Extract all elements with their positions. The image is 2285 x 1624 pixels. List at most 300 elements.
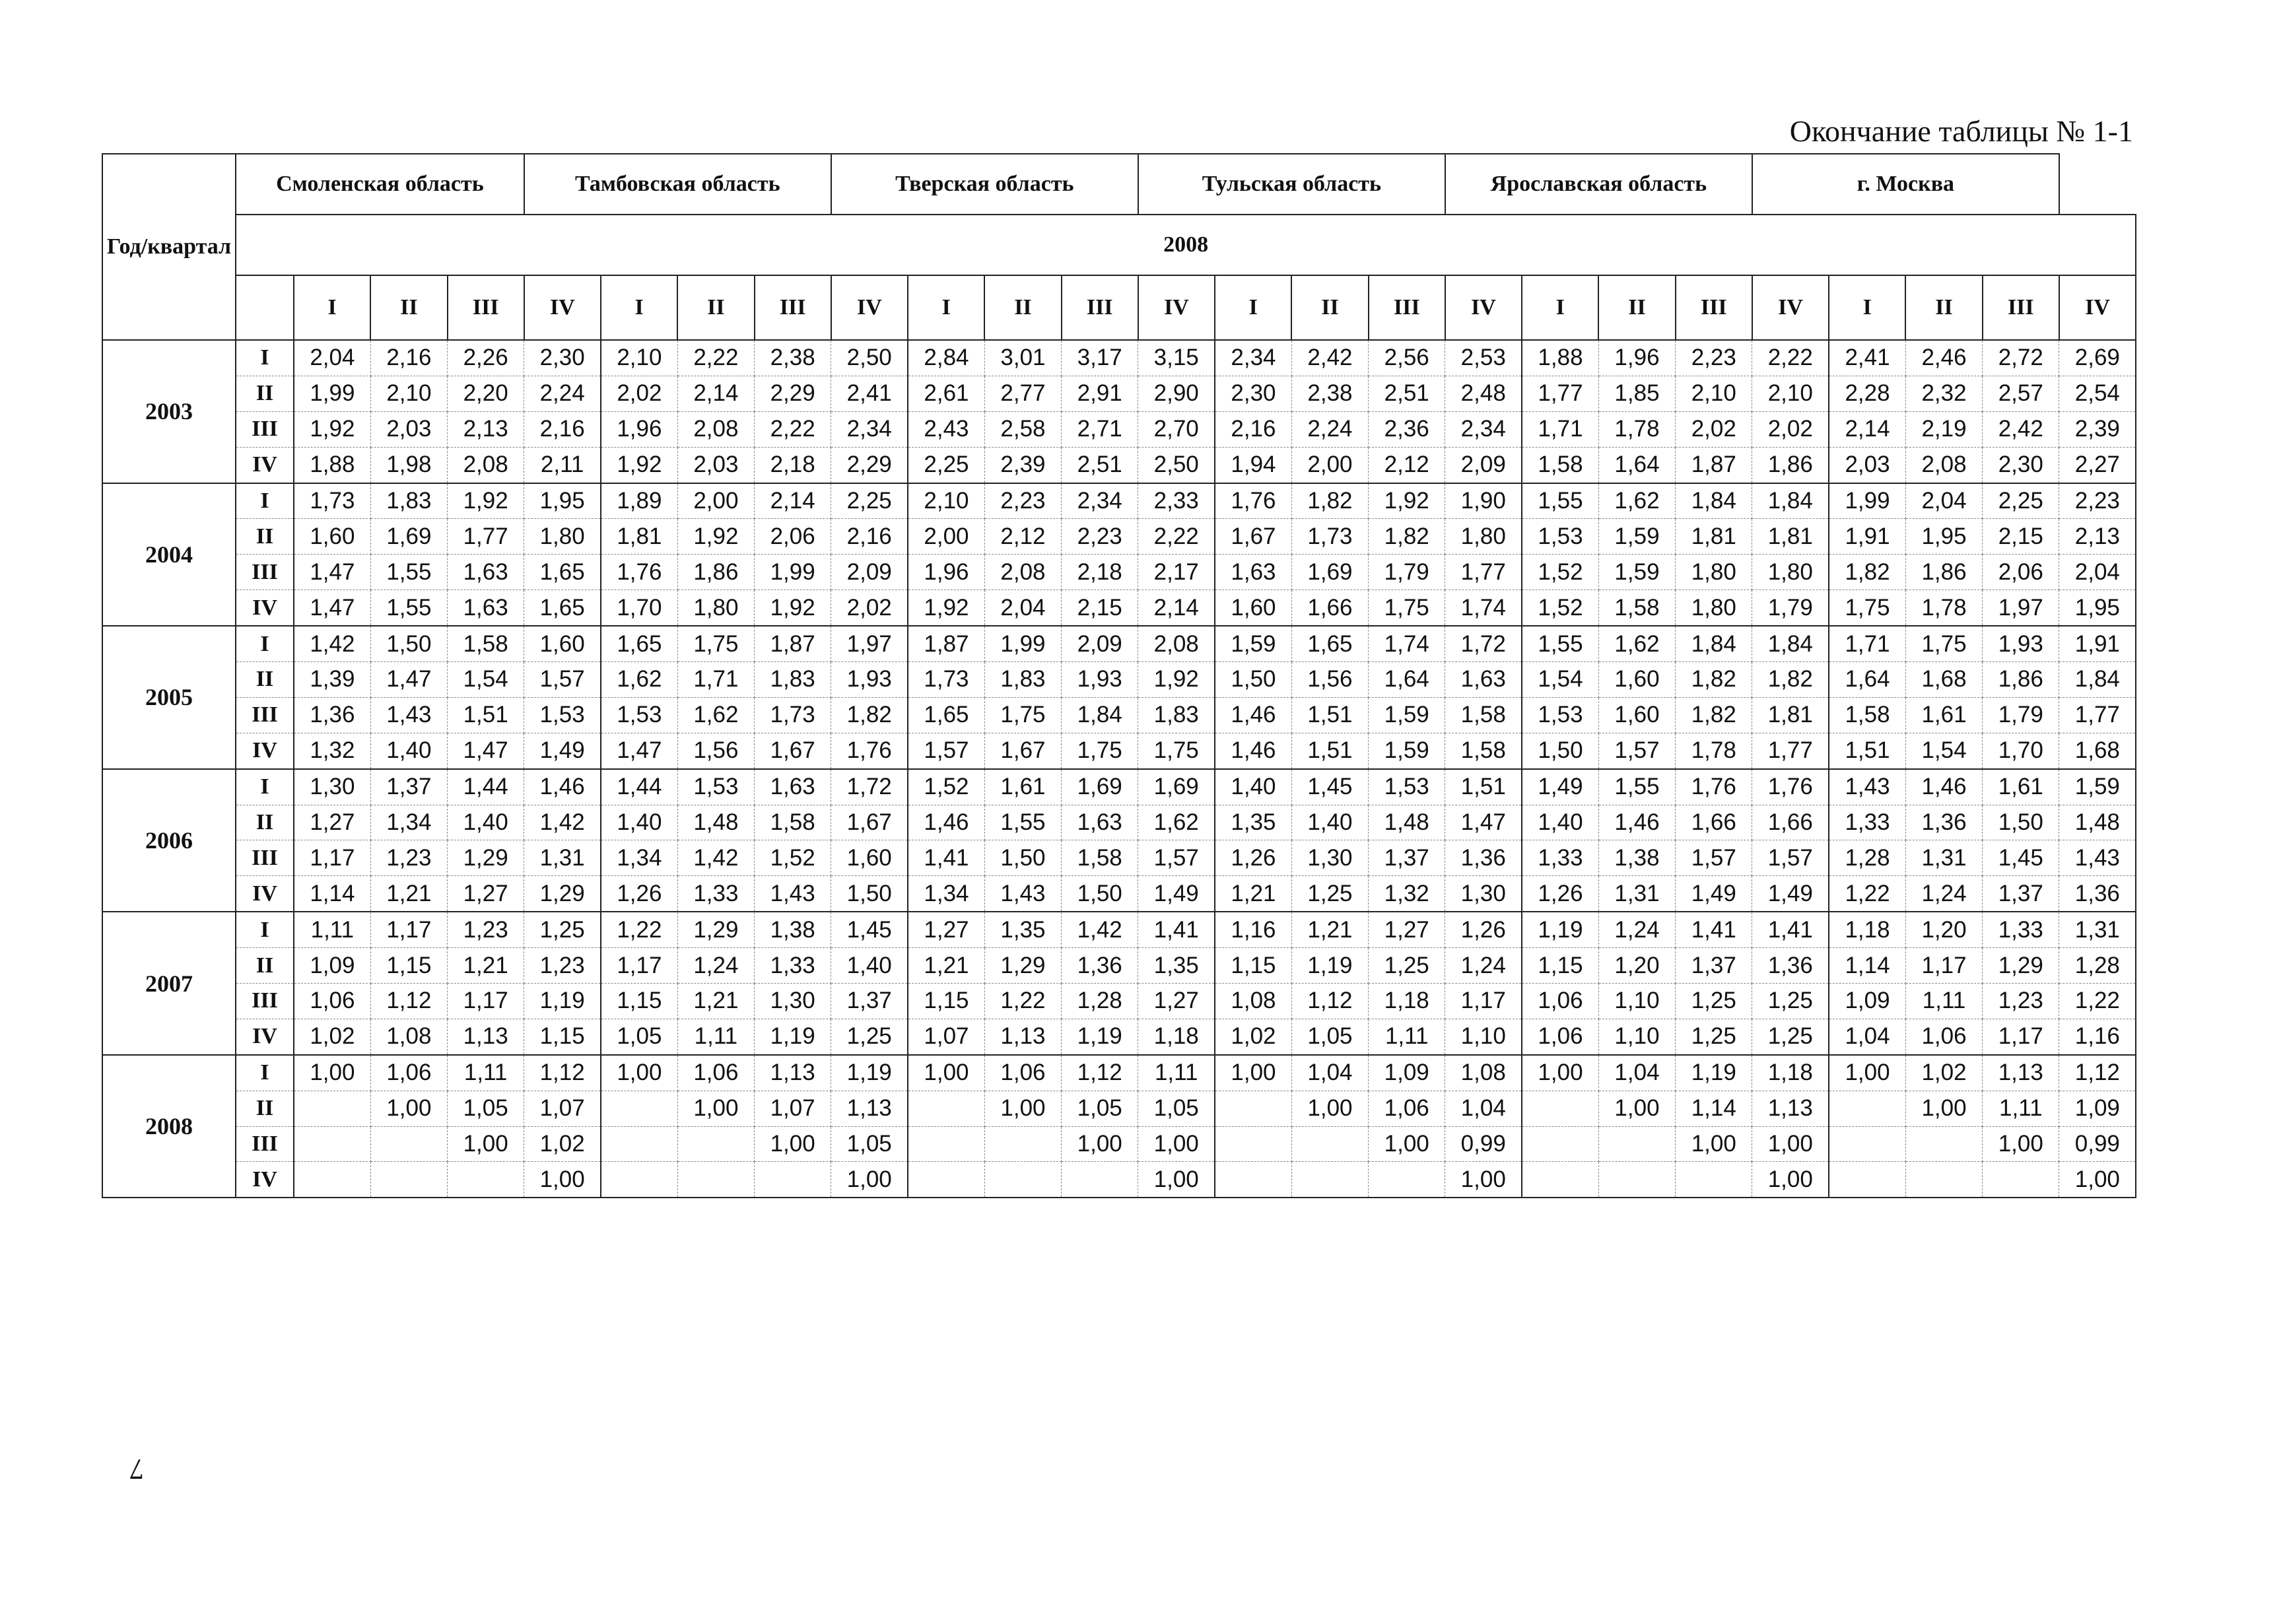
value-cell: 1,46 (1598, 805, 1675, 840)
value-cell: 1,55 (1598, 769, 1675, 805)
value-cell: 1,05 (831, 1126, 908, 1162)
value-cell: 1,26 (1215, 840, 1291, 876)
value-cell: 2,34 (1445, 411, 1522, 447)
value-cell: 2,34 (1062, 483, 1138, 519)
value-cell: 1,84 (2059, 662, 2136, 698)
value-cell (1215, 1126, 1291, 1162)
quarter-column-header: III (1983, 275, 2059, 340)
value-cell: 1,66 (1291, 590, 1368, 626)
quarter-cell: IV (236, 1019, 294, 1054)
value-cell: 2,09 (1062, 626, 1138, 661)
value-cell: 1,10 (1445, 1019, 1522, 1054)
value-cell: 1,80 (1445, 519, 1522, 555)
value-cell: 2,14 (1829, 411, 1905, 447)
quarter-column-header: III (448, 275, 524, 340)
value-cell: 2,43 (908, 411, 984, 447)
value-cell: 1,83 (370, 483, 447, 519)
value-cell: 3,15 (1138, 340, 1215, 376)
page-number: 7 (129, 1453, 144, 1485)
value-cell: 2,71 (1062, 411, 1138, 447)
quarter-column-header: I (294, 275, 370, 340)
value-cell (908, 1162, 984, 1198)
value-cell: 1,11 (1983, 1091, 2059, 1126)
value-cell: 1,81 (1752, 697, 1829, 733)
value-cell: 1,11 (1369, 1019, 1445, 1054)
quarter-cell: III (236, 555, 294, 590)
value-cell: 1,04 (1598, 1055, 1675, 1091)
value-cell: 2,58 (984, 411, 1061, 447)
value-cell: 2,38 (755, 340, 831, 376)
value-cell (755, 1162, 831, 1198)
value-cell: 2,50 (1138, 447, 1215, 483)
value-cell: 1,00 (755, 1126, 831, 1162)
value-cell: 1,00 (1215, 1055, 1291, 1091)
value-cell: 1,27 (1369, 912, 1445, 947)
value-cell: 2,22 (1138, 519, 1215, 555)
value-cell: 1,00 (1983, 1126, 2059, 1162)
value-cell: 1,65 (601, 626, 677, 661)
value-cell: 1,55 (370, 555, 447, 590)
value-cell: 1,00 (370, 1091, 447, 1126)
table-row (102, 447, 2136, 483)
value-cell: 1,13 (831, 1091, 908, 1126)
value-cell: 1,86 (677, 555, 754, 590)
value-cell: 1,00 (1829, 1055, 1905, 1091)
value-cell: 1,40 (601, 805, 677, 840)
value-cell: 1,00 (294, 1055, 370, 1091)
value-cell: 1,22 (1829, 876, 1905, 912)
quarter-column-header: III (755, 275, 831, 340)
quarter-column-header: III (1369, 275, 1445, 340)
value-cell: 1,72 (1445, 626, 1522, 661)
value-cell: 1,78 (1676, 733, 1752, 768)
value-cell: 1,82 (1752, 662, 1829, 698)
value-cell: 1,95 (524, 483, 601, 519)
value-cell: 1,63 (448, 555, 524, 590)
value-cell: 2,25 (831, 483, 908, 519)
value-cell: 1,71 (1829, 626, 1905, 661)
quarter-cell: I (236, 1055, 294, 1091)
value-cell: 1,25 (1291, 876, 1368, 912)
value-cell: 2,19 (1905, 411, 1982, 447)
table-wrapper (102, 153, 2136, 1198)
value-cell: 1,53 (1522, 697, 1598, 733)
value-cell: 1,11 (448, 1055, 524, 1091)
value-cell: 2,12 (984, 519, 1061, 555)
value-cell: 1,84 (1676, 483, 1752, 519)
value-cell: 2,23 (984, 483, 1061, 519)
value-cell: 2,22 (755, 411, 831, 447)
value-cell: 1,76 (1215, 483, 1291, 519)
value-cell: 2,42 (1983, 411, 2059, 447)
value-cell: 2,18 (1062, 555, 1138, 590)
value-cell: 1,44 (448, 769, 524, 805)
value-cell: 3,17 (1062, 340, 1138, 376)
value-cell: 1,14 (1676, 1091, 1752, 1126)
value-cell: 1,36 (294, 697, 370, 733)
value-cell: 1,40 (370, 733, 447, 768)
quarter-column-header: I (1522, 275, 1598, 340)
value-cell: 1,65 (524, 555, 601, 590)
quarter-cell: II (236, 662, 294, 698)
value-cell: 2,56 (1369, 340, 1445, 376)
value-cell: 1,22 (601, 912, 677, 947)
value-cell: 1,02 (294, 1019, 370, 1054)
value-cell: 2,00 (1291, 447, 1368, 483)
quarter-column-header: III (1676, 275, 1752, 340)
quarter-cell: II (236, 948, 294, 984)
value-cell: 1,47 (294, 555, 370, 590)
value-cell: 1,71 (1522, 411, 1598, 447)
value-cell: 1,68 (1905, 662, 1982, 698)
quarter-cell: I (236, 626, 294, 661)
value-cell: 1,61 (1905, 697, 1982, 733)
value-cell: 1,92 (448, 483, 524, 519)
value-cell: 1,04 (1829, 1019, 1905, 1054)
value-cell: 1,25 (524, 912, 601, 947)
value-cell: 1,06 (370, 1055, 447, 1091)
table-row (102, 590, 2136, 626)
value-cell: 1,19 (1291, 948, 1368, 984)
table-body (102, 340, 2136, 1198)
value-cell: 1,72 (831, 769, 908, 805)
value-cell (1291, 1126, 1368, 1162)
value-cell: 1,47 (1445, 805, 1522, 840)
quarter-column-header: IV (1138, 275, 1215, 340)
value-cell: 1,83 (1138, 697, 1215, 733)
value-cell: 2,24 (524, 376, 601, 411)
value-cell: 1,84 (1062, 697, 1138, 733)
value-cell: 1,33 (1983, 912, 2059, 947)
value-cell: 1,13 (1752, 1091, 1829, 1126)
value-cell: 1,51 (1291, 733, 1368, 768)
value-cell: 1,57 (1676, 840, 1752, 876)
value-cell: 1,22 (2059, 984, 2136, 1019)
value-cell: 1,23 (1983, 984, 2059, 1019)
value-cell: 1,47 (370, 662, 447, 698)
value-cell: 1,58 (1829, 697, 1905, 733)
value-cell: 1,84 (1752, 483, 1829, 519)
value-cell: 1,36 (1445, 840, 1522, 876)
value-cell: 1,00 (1905, 1091, 1982, 1126)
value-cell: 1,25 (1369, 948, 1445, 984)
value-cell: 1,40 (448, 805, 524, 840)
value-cell: 1,55 (1522, 483, 1598, 519)
table-row (102, 662, 2136, 698)
value-cell: 2,50 (831, 340, 908, 376)
value-cell: 1,46 (908, 805, 984, 840)
value-cell: 1,43 (984, 876, 1061, 912)
value-cell: 1,49 (1752, 876, 1829, 912)
value-cell: 1,51 (1291, 697, 1368, 733)
value-cell: 1,81 (1752, 519, 1829, 555)
quarter-column-header: II (1905, 275, 1982, 340)
value-cell: 1,06 (1522, 1019, 1598, 1054)
value-cell: 1,24 (1445, 948, 1522, 984)
value-cell: 1,05 (1062, 1091, 1138, 1126)
value-cell: 1,57 (1138, 840, 1215, 876)
value-cell: 2,53 (1445, 340, 1522, 376)
value-cell: 2,32 (1905, 376, 1982, 411)
value-cell: 1,15 (908, 984, 984, 1019)
value-cell: 2,23 (1676, 340, 1752, 376)
value-cell: 1,35 (984, 912, 1061, 947)
base-year-header: 2008 (236, 215, 2136, 275)
value-cell: 1,60 (1598, 662, 1675, 698)
table-row (102, 626, 2136, 661)
value-cell: 1,80 (1752, 555, 1829, 590)
value-cell: 1,91 (2059, 626, 2136, 661)
value-cell: 1,62 (1138, 805, 1215, 840)
value-cell: 1,51 (1829, 733, 1905, 768)
value-cell: 2,28 (1829, 376, 1905, 411)
value-cell: 1,56 (1291, 662, 1368, 698)
value-cell: 1,47 (448, 733, 524, 768)
value-cell: 1,87 (1676, 447, 1752, 483)
value-cell: 2,04 (984, 590, 1061, 626)
value-cell: 1,24 (1905, 876, 1982, 912)
value-cell (1598, 1162, 1675, 1198)
value-cell: 1,64 (1369, 662, 1445, 698)
value-cell: 1,93 (1983, 626, 2059, 661)
value-cell: 1,19 (831, 1055, 908, 1091)
value-cell: 1,20 (1905, 912, 1982, 947)
value-cell: 2,20 (448, 376, 524, 411)
value-cell: 1,09 (1369, 1055, 1445, 1091)
value-cell: 1,67 (1215, 519, 1291, 555)
value-cell: 1,61 (1983, 769, 2059, 805)
value-cell: 1,25 (1676, 1019, 1752, 1054)
quarter-cell: I (236, 912, 294, 947)
value-cell: 1,07 (908, 1019, 984, 1054)
value-cell: 1,30 (294, 769, 370, 805)
value-cell: 1,73 (294, 483, 370, 519)
value-cell: 1,22 (984, 984, 1061, 1019)
value-cell: 1,79 (1369, 555, 1445, 590)
value-cell (1215, 1091, 1291, 1126)
value-cell: 1,59 (1369, 733, 1445, 768)
value-cell: 1,99 (1829, 483, 1905, 519)
value-cell: 2,25 (908, 447, 984, 483)
value-cell: 1,62 (601, 662, 677, 698)
value-cell: 1,99 (755, 555, 831, 590)
table-row (102, 840, 2136, 876)
value-cell: 1,00 (524, 1162, 601, 1198)
value-cell: 1,50 (1215, 662, 1291, 698)
table-row (102, 697, 2136, 733)
value-cell: 1,27 (1138, 984, 1215, 1019)
value-cell: 1,17 (1445, 984, 1522, 1019)
value-cell: 1,32 (294, 733, 370, 768)
value-cell: 1,65 (908, 697, 984, 733)
value-cell: 1,08 (370, 1019, 447, 1054)
value-cell: 1,92 (294, 411, 370, 447)
value-cell: 1,77 (1522, 376, 1598, 411)
value-cell: 2,10 (370, 376, 447, 411)
value-cell: 1,58 (1522, 447, 1598, 483)
table-row (102, 411, 2136, 447)
value-cell: 1,82 (1676, 662, 1752, 698)
value-cell: 1,77 (448, 519, 524, 555)
value-cell: 1,65 (524, 590, 601, 626)
value-cell: 2,17 (1138, 555, 1215, 590)
value-cell: 1,11 (1138, 1055, 1215, 1091)
value-cell: 1,53 (601, 697, 677, 733)
value-cell: 1,41 (1752, 912, 1829, 947)
value-cell: 1,00 (1138, 1162, 1215, 1198)
value-cell: 1,83 (755, 662, 831, 698)
value-cell: 1,13 (448, 1019, 524, 1054)
value-cell (1829, 1091, 1905, 1126)
value-cell: 2,14 (1138, 590, 1215, 626)
value-cell: 1,06 (1522, 984, 1598, 1019)
value-cell: 1,14 (294, 876, 370, 912)
value-cell: 1,23 (370, 840, 447, 876)
value-cell: 1,63 (1445, 662, 1522, 698)
value-cell: 1,24 (1598, 912, 1675, 947)
value-cell: 1,96 (1598, 340, 1675, 376)
value-cell: 1,05 (1291, 1019, 1368, 1054)
value-cell: 1,46 (1905, 769, 1982, 805)
value-cell: 1,94 (1215, 447, 1291, 483)
value-cell: 1,08 (1445, 1055, 1522, 1091)
quarter-column-header: II (370, 275, 447, 340)
value-cell: 1,15 (1215, 948, 1291, 984)
value-cell: 2,36 (1369, 411, 1445, 447)
value-cell (601, 1126, 677, 1162)
quarter-column-header: IV (831, 275, 908, 340)
value-cell: 1,70 (601, 590, 677, 626)
value-cell: 1,55 (370, 590, 447, 626)
value-cell: 1,78 (1598, 411, 1675, 447)
value-cell: 1,71 (677, 662, 754, 698)
value-cell: 1,86 (1752, 447, 1829, 483)
value-cell: 1,50 (1062, 876, 1138, 912)
table-row (102, 1126, 2136, 1162)
year-cell: 2003 (102, 340, 236, 483)
value-cell (294, 1126, 370, 1162)
table-row (102, 1091, 2136, 1126)
quarter-column-header: IV (1752, 275, 1829, 340)
quarter-column-header: II (1291, 275, 1368, 340)
value-cell: 1,00 (2059, 1162, 2136, 1198)
value-cell: 1,06 (1369, 1091, 1445, 1126)
value-cell: 1,15 (370, 948, 447, 984)
value-cell: 1,69 (1062, 769, 1138, 805)
value-cell (1829, 1162, 1905, 1198)
value-cell: 1,21 (370, 876, 447, 912)
region-header: Тульская область (1138, 154, 1445, 215)
value-cell: 1,19 (1676, 1055, 1752, 1091)
value-cell: 1,00 (831, 1162, 908, 1198)
value-cell: 2,09 (831, 555, 908, 590)
value-cell: 2,14 (755, 483, 831, 519)
value-cell: 2,16 (1215, 411, 1291, 447)
value-cell: 2,27 (2059, 447, 2136, 483)
quarter-cell: III (236, 411, 294, 447)
value-cell: 2,30 (1983, 447, 2059, 483)
value-cell: 1,62 (1598, 626, 1675, 661)
value-cell: 1,41 (1138, 912, 1215, 947)
quarter-cell: III (236, 984, 294, 1019)
value-cell: 1,86 (1905, 555, 1982, 590)
value-cell: 2,00 (908, 519, 984, 555)
region-header: Ярославская область (1445, 154, 1752, 215)
value-cell: 2,29 (755, 376, 831, 411)
value-cell: 1,67 (755, 733, 831, 768)
value-cell: 1,19 (1062, 1019, 1138, 1054)
region-header: Смоленская область (236, 154, 524, 215)
value-cell: 1,37 (1676, 948, 1752, 984)
table-row (102, 483, 2136, 519)
table-row (102, 519, 2136, 555)
value-cell: 1,00 (677, 1091, 754, 1126)
value-cell: 2,30 (1215, 376, 1291, 411)
quarter-column-header: II (1598, 275, 1675, 340)
value-cell: 1,37 (831, 984, 908, 1019)
value-cell: 1,37 (1983, 876, 2059, 912)
value-cell: 1,75 (1905, 626, 1982, 661)
value-cell: 1,20 (1598, 948, 1675, 984)
value-cell: 1,51 (448, 697, 524, 733)
value-cell: 1,43 (755, 876, 831, 912)
table-row (102, 876, 2136, 912)
value-cell: 2,09 (1445, 447, 1522, 483)
value-cell: 1,12 (524, 1055, 601, 1091)
value-cell: 2,91 (1062, 376, 1138, 411)
quarter-cell: II (236, 376, 294, 411)
value-cell: 1,44 (601, 769, 677, 805)
value-cell: 1,95 (1905, 519, 1982, 555)
value-cell (370, 1126, 447, 1162)
table-row (102, 769, 2136, 805)
quarter-cell: IV (236, 733, 294, 768)
value-cell: 1,50 (984, 840, 1061, 876)
value-cell: 2,39 (984, 447, 1061, 483)
value-cell: 1,33 (1522, 840, 1598, 876)
quarter-cell: I (236, 340, 294, 376)
value-cell: 2,77 (984, 376, 1061, 411)
value-cell (1598, 1126, 1675, 1162)
value-cell: 2,10 (1752, 376, 1829, 411)
value-cell: 1,30 (1291, 840, 1368, 876)
value-cell: 1,97 (831, 626, 908, 661)
value-cell: 1,00 (1138, 1126, 1215, 1162)
value-cell: 1,57 (524, 662, 601, 698)
region-header: Тверская область (831, 154, 1138, 215)
value-cell: 1,09 (294, 948, 370, 984)
coefficient-table (102, 153, 2136, 1198)
value-cell: 1,16 (2059, 1019, 2136, 1054)
value-cell: 1,00 (984, 1091, 1061, 1126)
value-cell: 1,06 (1905, 1019, 1982, 1054)
year-cell: 2008 (102, 1055, 236, 1198)
value-cell: 1,69 (370, 519, 447, 555)
quarter-column-header: I (1215, 275, 1291, 340)
value-cell: 1,15 (524, 1019, 601, 1054)
value-cell: 1,64 (1829, 662, 1905, 698)
value-cell (1522, 1126, 1598, 1162)
value-cell: 1,89 (601, 483, 677, 519)
value-cell: 1,49 (1676, 876, 1752, 912)
value-cell (677, 1126, 754, 1162)
value-cell: 1,75 (1369, 590, 1445, 626)
value-cell: 2,13 (2059, 519, 2136, 555)
value-cell: 2,41 (831, 376, 908, 411)
value-cell: 1,43 (1829, 769, 1905, 805)
value-cell: 1,98 (370, 447, 447, 483)
value-cell: 1,52 (1522, 590, 1598, 626)
